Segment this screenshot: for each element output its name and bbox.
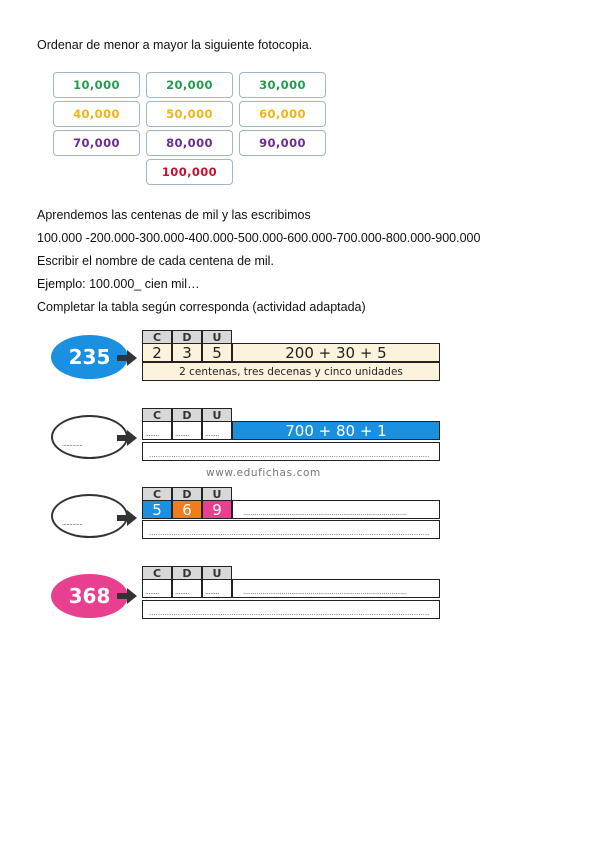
arrow-right-icon	[117, 430, 137, 446]
number-card: 10,000	[53, 72, 140, 98]
decomposition-box[interactable]: 700 + 80 + 1	[232, 421, 440, 440]
example-text: Ejemplo: 100.000_ cien mil…	[37, 277, 200, 291]
words-box[interactable]: 2 centenas, tres decenas y cinco unidades	[142, 362, 440, 381]
header-u: U	[202, 566, 232, 579]
number-circle: 235	[51, 335, 128, 379]
digit-cell-d[interactable]: 6	[172, 500, 202, 519]
header-d: D	[172, 330, 202, 343]
header-c: C	[142, 487, 172, 500]
header-c: C	[142, 566, 172, 579]
words-box[interactable]	[142, 442, 440, 461]
watermark: www.edufichas.com	[206, 467, 321, 479]
words-box[interactable]	[142, 600, 440, 619]
number-card: 80,000	[146, 130, 233, 156]
digit-cell-u[interactable]: 5	[202, 343, 232, 362]
digit-cell-u[interactable]: 9	[202, 500, 232, 519]
decomposition-box[interactable]: 200 + 30 + 5	[232, 343, 440, 362]
header-u: U	[202, 487, 232, 500]
digit-cell-u[interactable]	[202, 421, 232, 440]
digit-cell-d[interactable]: 3	[172, 343, 202, 362]
arrow-right-icon	[117, 510, 137, 526]
header-u: U	[202, 330, 232, 343]
header-d: D	[172, 487, 202, 500]
arrow-right-icon	[117, 350, 137, 366]
number-card: 40,000	[53, 101, 140, 127]
number-card: 60,000	[239, 101, 326, 127]
digit-cell-d[interactable]	[172, 579, 202, 598]
number-card: 70,000	[53, 130, 140, 156]
header-u: U	[202, 408, 232, 421]
digit-cell-u[interactable]	[202, 579, 232, 598]
number-circle: 368	[51, 574, 128, 618]
words-box[interactable]	[142, 520, 440, 539]
digit-cell-c[interactable]	[142, 579, 172, 598]
sequence-text: 100.000 -200.000-300.000-400.000-500.000-600.000-700.000-800.000-900.000	[37, 231, 481, 245]
number-card: 90,000	[239, 130, 326, 156]
blank-dots: ..............	[62, 520, 83, 527]
number-card: 50,000	[146, 101, 233, 127]
complete-table-instruction: Completar la tabla según corresponda (actividad adaptada)	[37, 300, 366, 314]
number-card: 100,000	[146, 159, 233, 185]
number-card: 30,000	[239, 72, 326, 98]
header-d: D	[172, 408, 202, 421]
learn-instruction: Aprendemos las centenas de mil y las escribimos	[37, 208, 311, 222]
arrow-right-icon	[117, 588, 137, 604]
number-card: 20,000	[146, 72, 233, 98]
blank-dots: ..............	[62, 441, 83, 448]
order-instruction: Ordenar de menor a mayor la siguiente fotocopia.	[37, 38, 313, 52]
header-d: D	[172, 566, 202, 579]
decomposition-box[interactable]	[232, 579, 440, 598]
digit-cell-c[interactable]: 2	[142, 343, 172, 362]
header-c: C	[142, 330, 172, 343]
digit-cell-c[interactable]: 5	[142, 500, 172, 519]
header-c: C	[142, 408, 172, 421]
digit-cell-d[interactable]	[172, 421, 202, 440]
write-name-instruction: Escribir el nombre de cada centena de mil.	[37, 254, 274, 268]
decomposition-box[interactable]	[232, 500, 440, 519]
digit-cell-c[interactable]	[142, 421, 172, 440]
